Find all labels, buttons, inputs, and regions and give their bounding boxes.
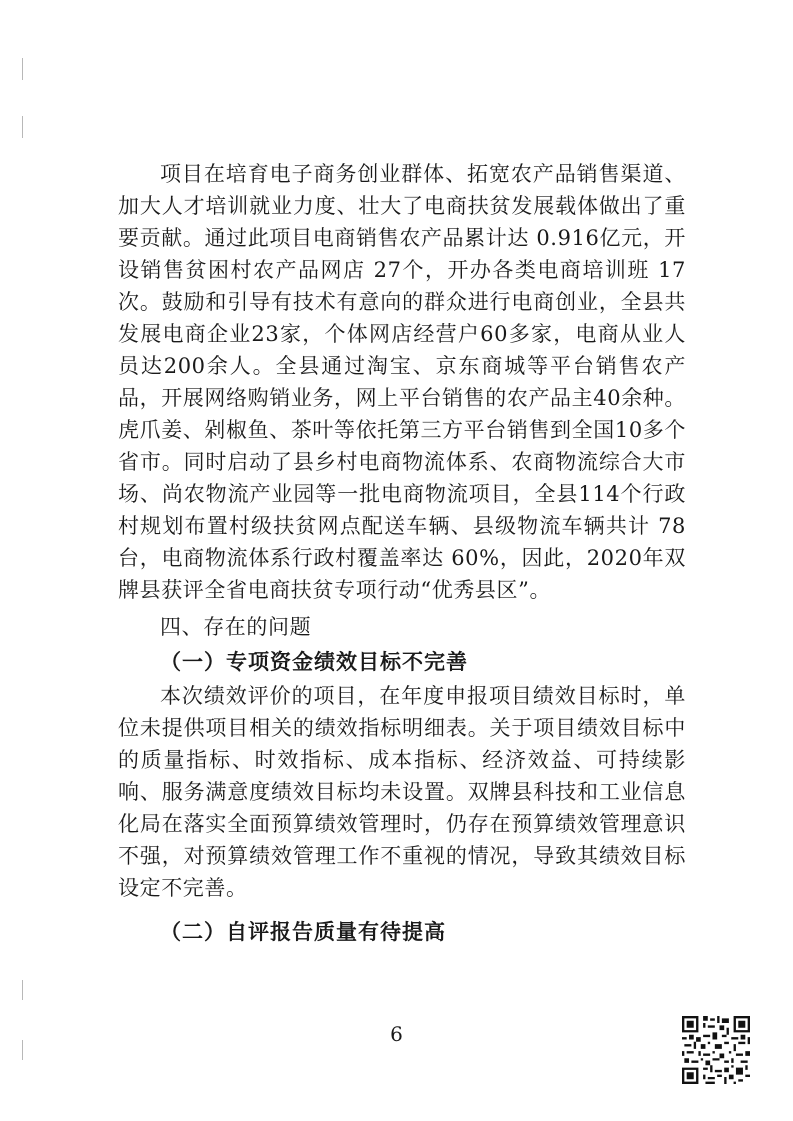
- scan-edge-mark: [22, 980, 23, 1000]
- body-paragraph: 项目在培育电子商务创业群体、拓宽农产品销售渠道、加大人才培训就业力度、壮大了电商扶贫发展载体做出了重要贡献。通过此项目电商销售农产品累计达 0.916亿元，开设销售贫困村农产品网店 27个，开办各类电商培训班 17次。鼓励和引导有技术有意向的群众进行电商创业，全县共发展电商企业23家，个体网店经营户60多家，电商从业人员达200余人。全县通过淘宝、京东商城等平台销售农产品，开展网络购销业务，网上平台销售的农产品主40余种。虎爪姜、剁椒鱼、茶叶等依托第三方平台销售到全国10多个省市。同时启动了县乡村电商物流体系、农商物流综合大市场、尚农物流产业园等一批电商物流项目，全县114个行政村规划布置村级扶贫网点配送车辆、县级物流车辆共计 78 台，电商物流体系行政村覆盖率达 60%，因此，2020年双牌县获评全省电商扶贫专项行动“优秀县区”。: [118, 162, 686, 602]
- body-paragraph: 本次绩效评价的项目，在年度申报项目绩效目标时，单位未提供项目相关的绩效指标明细表。关于项目绩效目标中的质量指标、时效指标、成本指标、经济效益、可持续影响、服务满意度绩效目标均未设置。双牌县科技和工业信息化局在落实全面预算绩效管理时，仍存在预算绩效管理意识不强，对预算绩效管理工作不重视的情况，导致其绩效目标设定不完善。: [118, 684, 686, 900]
- document-body: [118, 158, 686, 950]
- qr-code-icon: [682, 1016, 750, 1084]
- section-heading: 四、存在的问题: [160, 615, 312, 639]
- subsection-heading: （二）自评报告质量有待提高: [160, 919, 446, 944]
- scan-edge-mark: [22, 116, 23, 138]
- page-number: 6: [390, 1022, 403, 1046]
- scan-edge-mark: [22, 58, 23, 80]
- subsection-heading: （一）专项资金绩效目标不完善: [160, 649, 468, 674]
